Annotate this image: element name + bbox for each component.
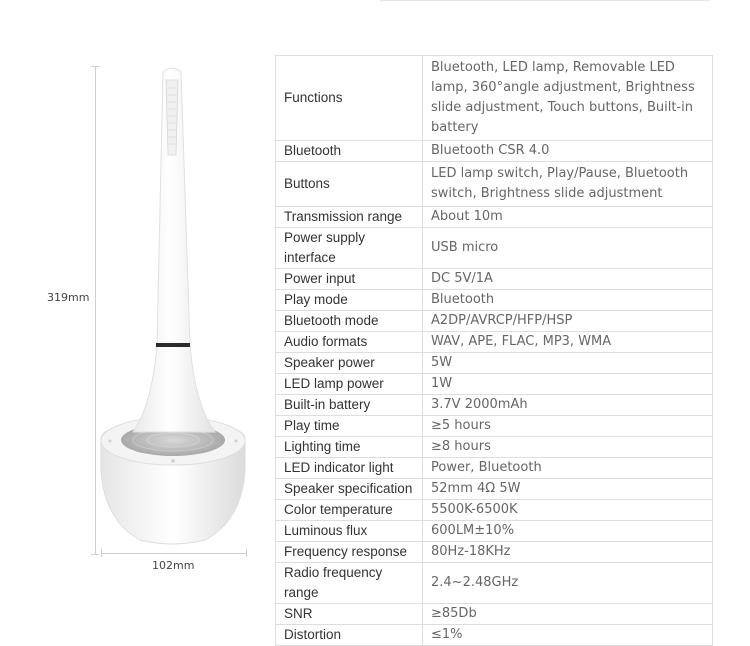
spec-row: [276, 563, 713, 604]
spec-label: LED lamp power: [276, 374, 423, 395]
spec-row: [276, 500, 713, 521]
spec-label: Play mode: [276, 290, 423, 311]
spec-label: Distortion: [276, 625, 423, 646]
width-dimension-line: [101, 553, 246, 554]
spec-value: USB micro: [423, 228, 713, 269]
spec-value: 5W: [423, 353, 713, 374]
spec-label: Bluetooth: [276, 141, 423, 162]
lamp-speaker-image: [0, 0, 270, 620]
height-dimension-line: [95, 66, 96, 555]
spec-row: [276, 228, 713, 269]
spec-label: Buttons: [276, 162, 423, 207]
spec-label: SNR: [276, 604, 423, 625]
spec-value: Power, Bluetooth: [423, 458, 713, 479]
height-dimension-top-tick: [91, 66, 99, 67]
spec-label: Frequency response: [276, 542, 423, 563]
width-dimension-left-tick: [101, 549, 102, 557]
spec-label: Luminous flux: [276, 521, 423, 542]
spec-label: Color temperature: [276, 500, 423, 521]
spec-value: 3.7V 2000mAh: [423, 395, 713, 416]
product-illustration: [0, 0, 270, 620]
spec-value: DC 5V/1A: [423, 269, 713, 290]
spec-value: 5500K-6500K: [423, 500, 713, 521]
spec-row: [276, 521, 713, 542]
spec-label: Radio frequency range: [276, 563, 423, 604]
spec-value: Bluetooth, LED lamp, Removable LED lamp, 360°angle adjustment, Brightness slide adjustment, Touch buttons, Built-in battery: [423, 56, 713, 141]
spec-row: [276, 604, 713, 625]
spec-row: [276, 353, 713, 374]
spec-row: [276, 416, 713, 437]
spec-label: LED indicator light: [276, 458, 423, 479]
spec-value: Bluetooth CSR 4.0: [423, 141, 713, 162]
spec-value: 80Hz-18KHz: [423, 542, 713, 563]
spec-row: [276, 437, 713, 458]
spec-label: Lighting time: [276, 437, 423, 458]
spec-row: [276, 542, 713, 563]
spec-row: [276, 374, 713, 395]
spec-table: [275, 55, 713, 646]
spec-label: Speaker specification: [276, 479, 423, 500]
spec-row: [276, 311, 713, 332]
spec-label: Power supply interface: [276, 228, 423, 269]
spec-value: 2.4~2.48GHz: [423, 563, 713, 604]
spec-row: [276, 395, 713, 416]
spec-label: Power input: [276, 269, 423, 290]
spec-row: [276, 162, 713, 207]
spec-label: Audio formats: [276, 332, 423, 353]
spec-value: 1W: [423, 374, 713, 395]
spec-value: A2DP/AVRCP/HFP/HSP: [423, 311, 713, 332]
spec-row: [276, 269, 713, 290]
spec-label: Bluetooth mode: [276, 311, 423, 332]
spec-label: Play time: [276, 416, 423, 437]
spec-value: ≥5 hours: [423, 416, 713, 437]
spec-label: Functions: [276, 56, 423, 141]
spec-row: [276, 290, 713, 311]
spec-value: 600LM±10%: [423, 521, 713, 542]
spec-row: [276, 141, 713, 162]
spec-value: ≥85Db: [423, 604, 713, 625]
spec-row: [276, 207, 713, 228]
spec-row: [276, 479, 713, 500]
spec-value: ≥8 hours: [423, 437, 713, 458]
spec-table-body: [276, 56, 713, 646]
spec-value: ≤1%: [423, 625, 713, 646]
spec-row: [276, 625, 713, 646]
spec-value: 52mm 4Ω 5W: [423, 479, 713, 500]
spec-row: [276, 56, 713, 141]
spec-value: WAV, APE, FLAC, MP3, WMA: [423, 332, 713, 353]
spec-row: [276, 332, 713, 353]
height-dimension-bottom-tick: [91, 554, 99, 555]
spec-label: Transmission range: [276, 207, 423, 228]
spec-value: Bluetooth: [423, 290, 713, 311]
spec-value: LED lamp switch, Play/Pause, Bluetooth switch, Brightness slide adjustment: [423, 162, 713, 207]
spec-row: [276, 458, 713, 479]
spec-label: Speaker power: [276, 353, 423, 374]
top-divider: [380, 0, 710, 1]
spec-value: About 10m: [423, 207, 713, 228]
width-dimension-label: 102mm: [152, 559, 195, 572]
height-dimension-label: 319mm: [47, 291, 90, 304]
spec-label: Built-in battery: [276, 395, 423, 416]
width-dimension-right-tick: [246, 549, 247, 557]
